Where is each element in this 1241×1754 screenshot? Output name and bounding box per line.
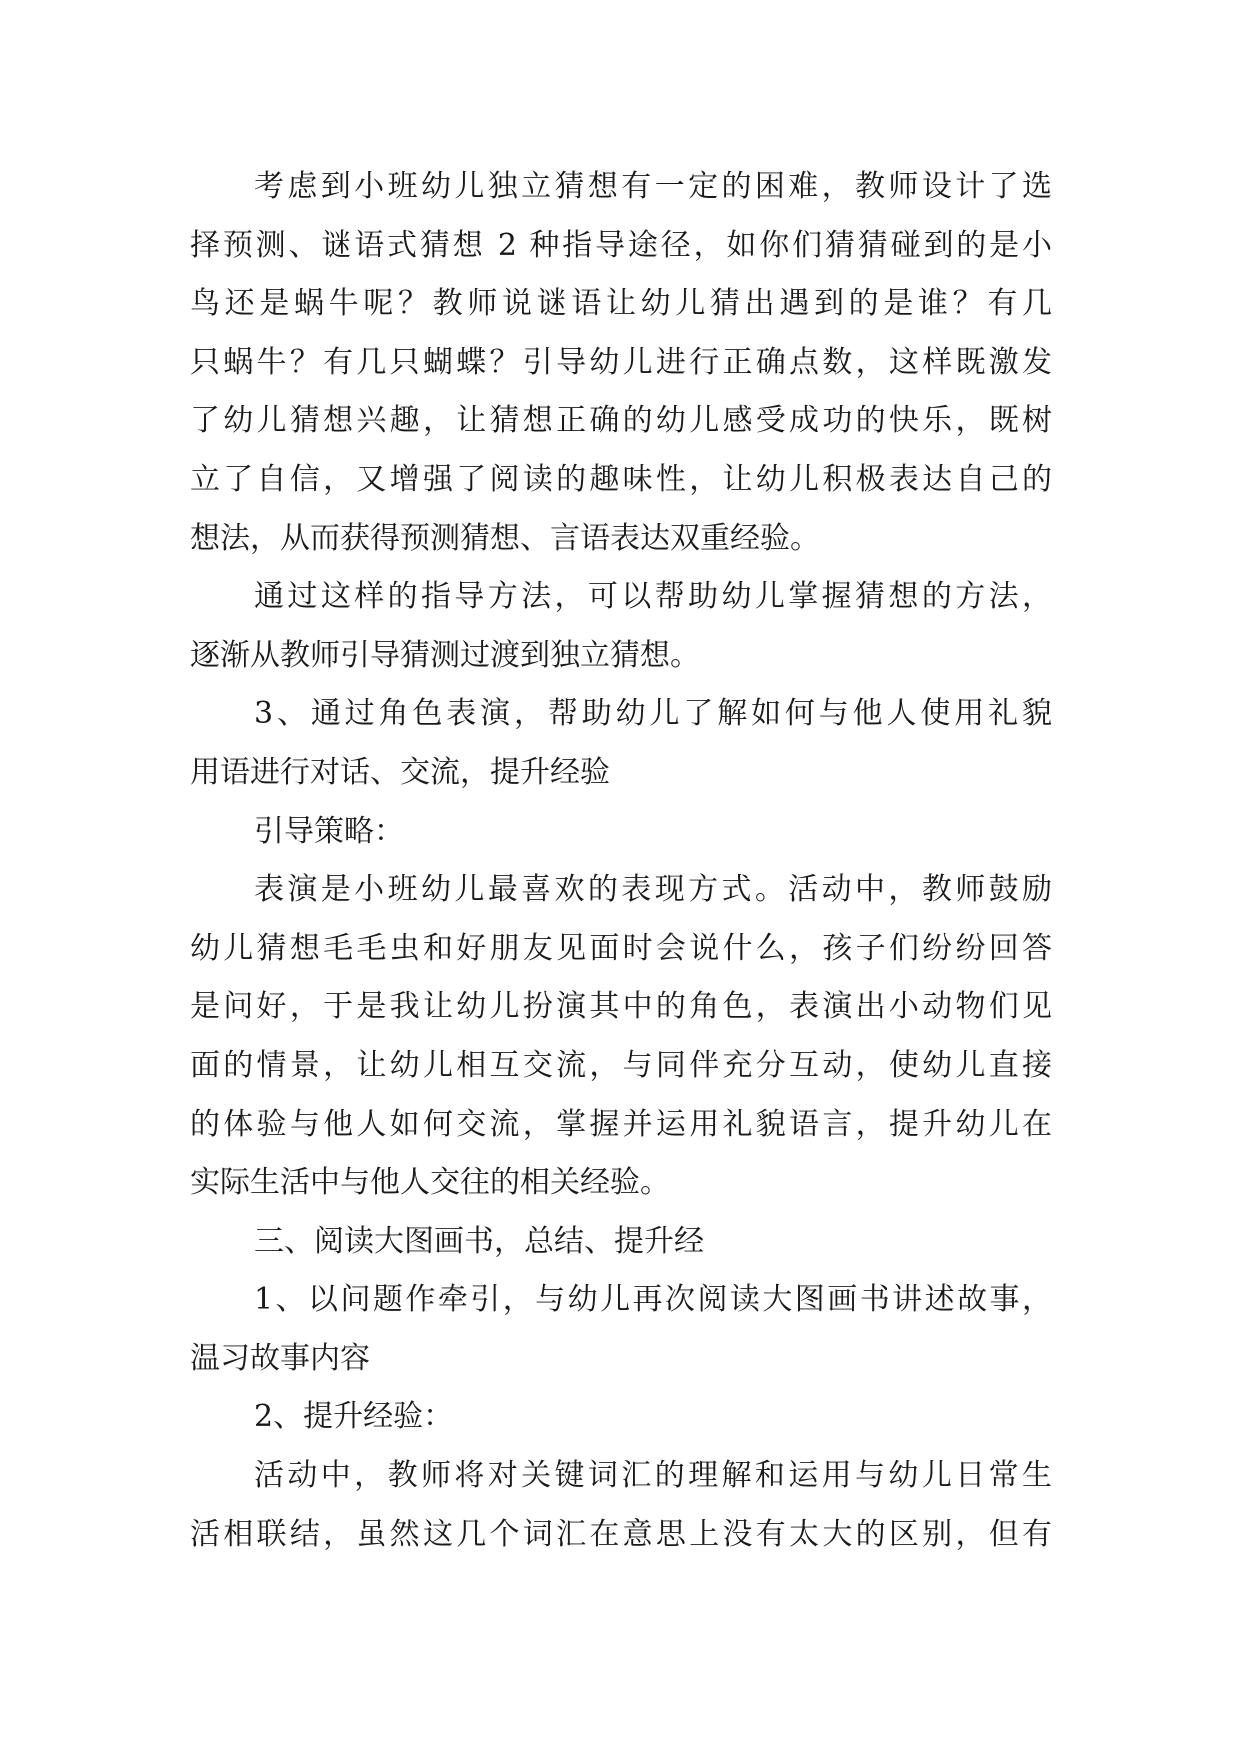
text-line: 通过这样的指导方法，可以帮助幼儿掌握猜想的方法，	[254, 579, 1052, 615]
text-line: 了幼儿猜想兴趣，让猜想正确的幼儿感受成功的快乐，既树	[190, 403, 1052, 439]
text-line: 活动中，教师将对关键词汇的理解和运用与幼儿日常生	[254, 1458, 1052, 1494]
text-line: 逐渐从教师引导猜测过渡到独立猜想。	[190, 637, 700, 673]
section-heading-line: 用语进行对话、交流，提升经验	[190, 754, 610, 790]
text-line: 择预测、谜语式猜想 2 种指导途径，如你们猜猜碰到的是小	[190, 227, 1052, 263]
list-item-line: 温习故事内容	[190, 1340, 370, 1376]
text-line: 幼儿猜想毛毛虫和好朋友见面时会说什么，孩子们纷纷回答	[190, 930, 1052, 966]
text-line: 只蜗牛？有几只蝴蝶？引导幼儿进行正确点数，这样既激发	[190, 344, 1052, 380]
strategy-label: 引导策略：	[254, 813, 404, 849]
text-line: 考虑到小班幼儿独立猜想有一定的困难，教师设计了选	[254, 169, 1052, 204]
section-heading: 三、阅读大图画书，总结、提升经	[254, 1223, 704, 1259]
text-line: 想法，从而获得预测猜想、言语表达双重经验。	[190, 520, 820, 556]
list-item-line: 1、以问题作牵引，与幼儿再次阅读大图画书讲述故事，	[254, 1282, 1052, 1318]
document-body	[190, 158, 1052, 1564]
text-line: 鸟还是蜗牛呢？教师说谜语让幼儿猜出遇到的是谁？有几	[190, 286, 1052, 322]
text-line: 活相联结，虽然这几个词汇在意思上没有太大的区别，但有	[190, 1516, 1052, 1552]
text-line: 面的情景，让幼儿相互交流，与同伴充分互动，使幼儿直接	[190, 1047, 1052, 1083]
list-item-line: 2、提升经验：	[254, 1399, 454, 1435]
text-line: 是问好，于是我让幼儿扮演其中的角色，表演出小动物们见	[190, 989, 1052, 1025]
text-line: 表演是小班幼儿最喜欢的表现方式。活动中，教师鼓励	[254, 872, 1052, 908]
section-heading-line: 3、通过角色表演，帮助幼儿了解如何与他人使用礼貌	[254, 696, 1052, 732]
text-line: 的体验与他人如何交流，掌握并运用礼貌语言，提升幼儿在	[190, 1106, 1052, 1142]
text-line: 立了自信，又增强了阅读的趣味性，让幼儿积极表达自己的	[190, 461, 1052, 497]
text-line: 实际生活中与他人交往的相关经验。	[190, 1165, 670, 1201]
